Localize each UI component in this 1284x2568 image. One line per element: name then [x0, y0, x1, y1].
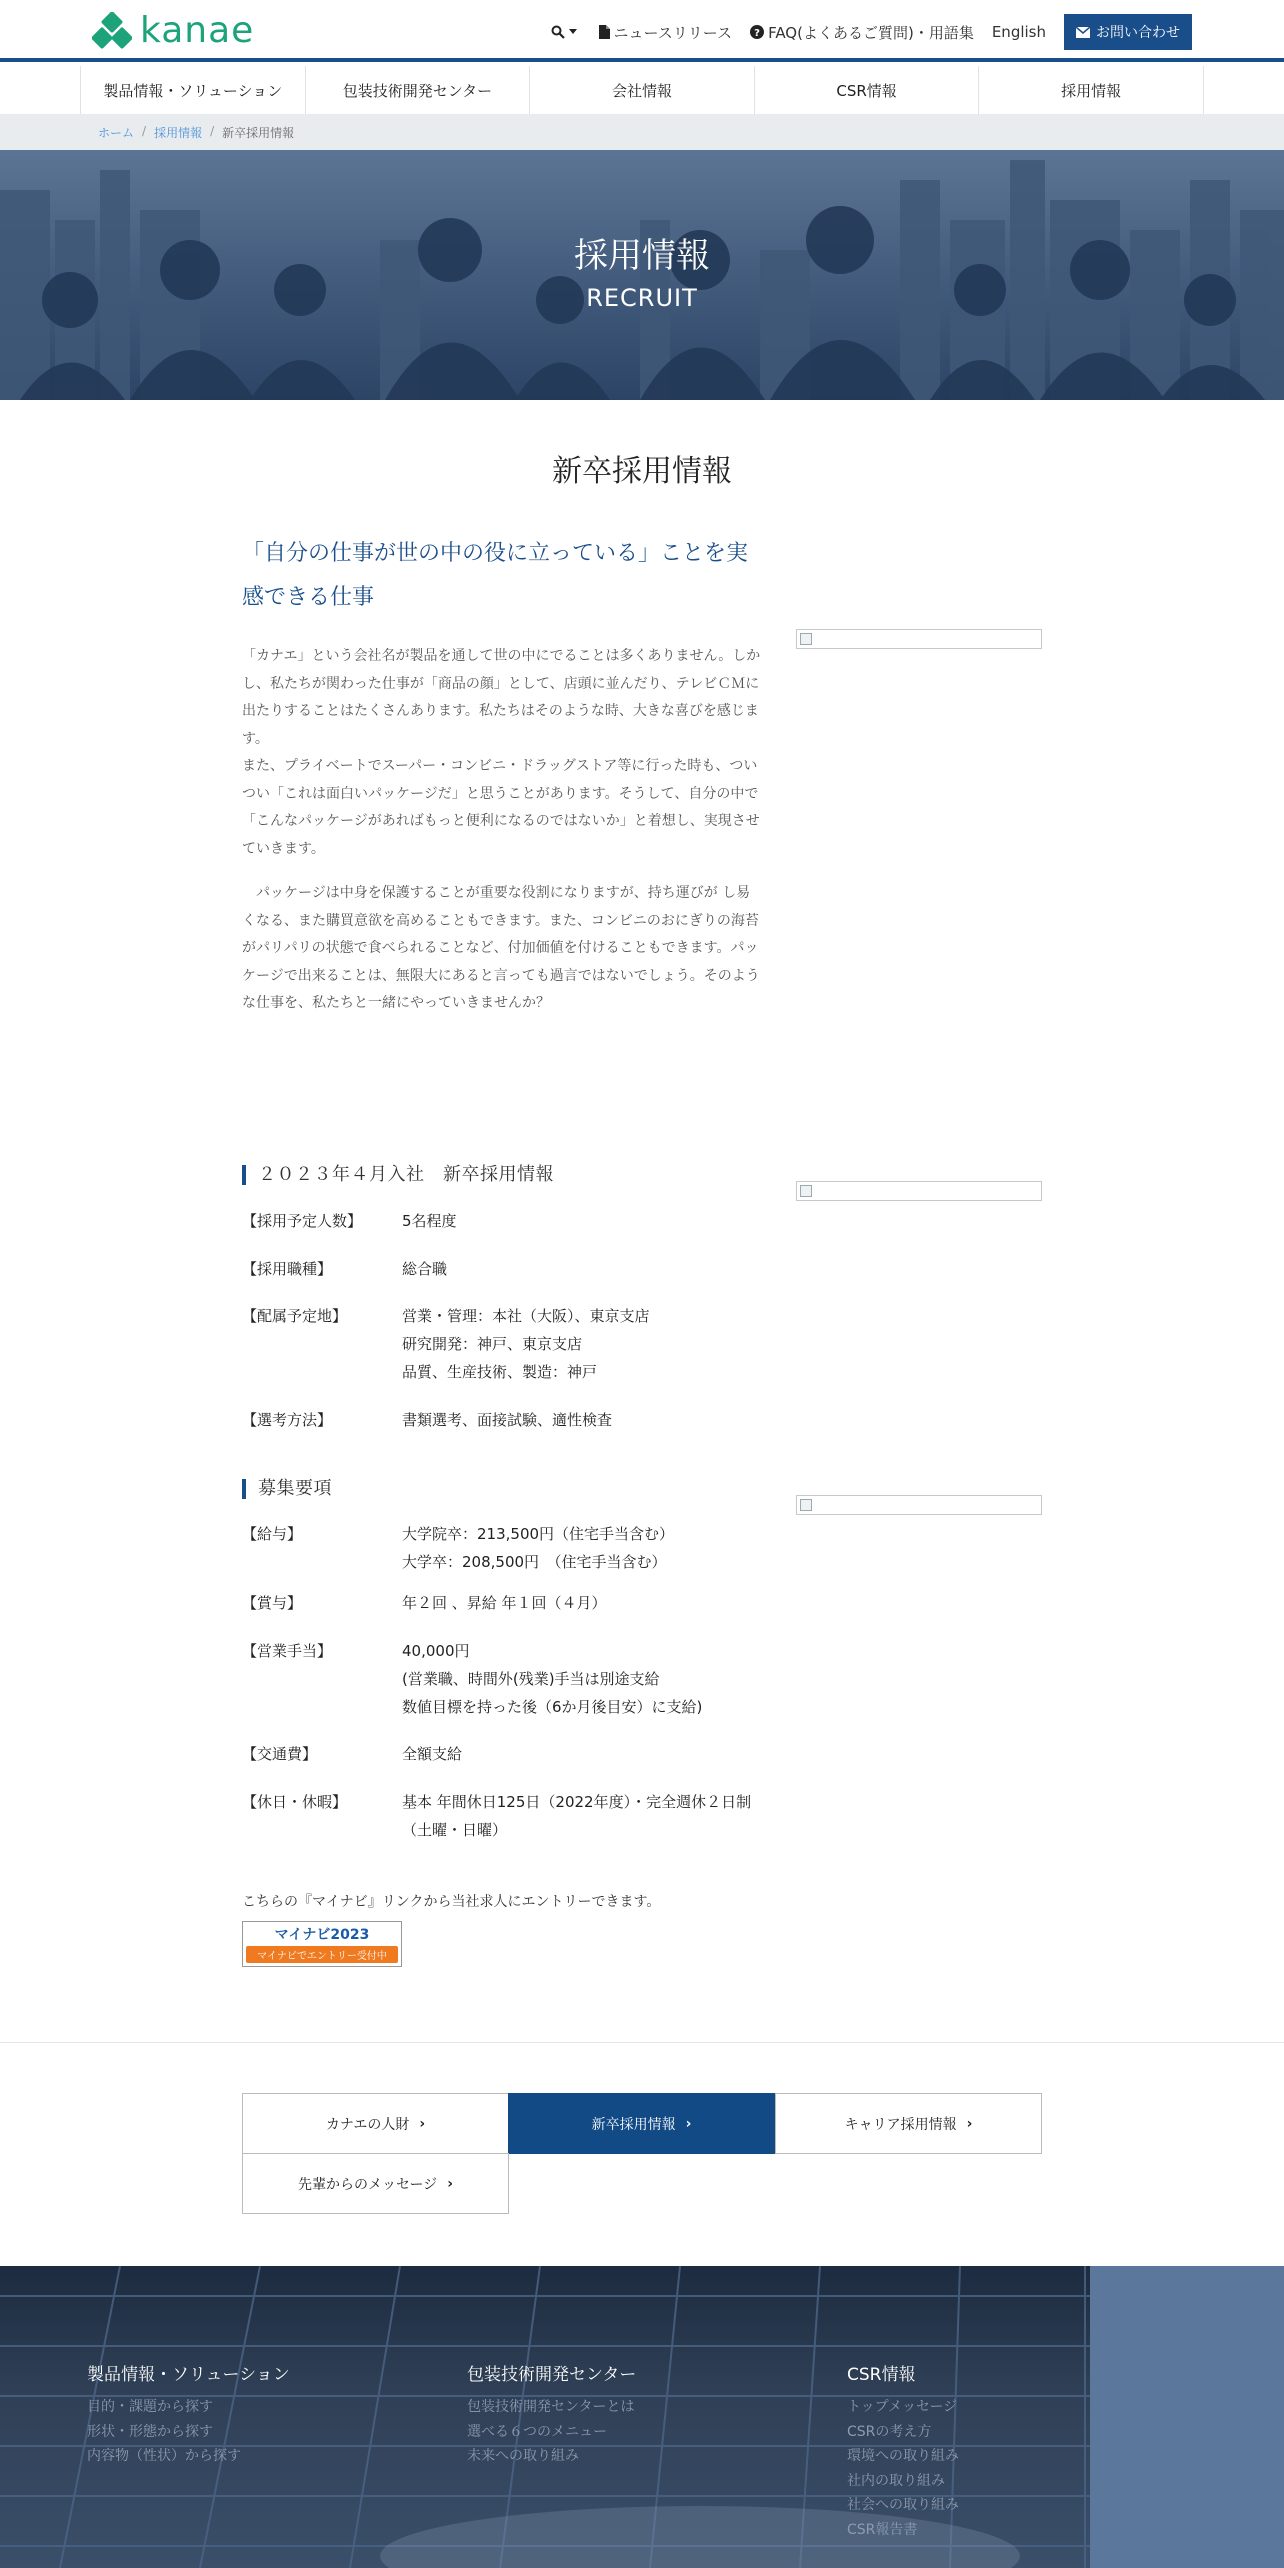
contact-button[interactable]	[1064, 14, 1192, 50]
nav-item-csr[interactable]: CSR情報	[754, 66, 979, 114]
english-label: English	[991, 23, 1046, 41]
svg-text:?: ?	[754, 28, 760, 39]
footer-column-packaging	[467, 2360, 636, 2469]
breadcrumb-home[interactable]: ホーム	[98, 126, 135, 140]
search-icon	[551, 25, 565, 39]
intro-paragraph-3: パッケージは中身を保護することが重要な役割になりますが、持ち運びが し易くなる、また購買意欲を高めることもできます。また、コンビニのおにぎりの海苔がパリパリの状態で食べられることなど、付加価値を付けることもできます。パッケージで出来ることは、無限大にあると言っても過言ではないでしょう。そのような仕事を、私たちと一緒にやっていきませんか？	[242, 885, 760, 1011]
image-placeholder-2	[796, 1181, 1042, 1201]
footer-link[interactable]: CSRの考え方	[847, 2423, 932, 2440]
logo-text: kanae	[140, 10, 255, 51]
hero-banner	[0, 150, 1284, 400]
news-release-link[interactable]	[599, 22, 733, 43]
caret-down-icon	[569, 29, 577, 35]
info-value: 営業・管理：本社（大阪）、東京支店 研究開発：神戸、東京支店 品質、生産技術、製造：神戸	[402, 1307, 650, 1381]
info-label: 【採用職種】	[242, 1260, 333, 1278]
footer-link[interactable]: 未来への取り組み	[467, 2448, 579, 2464]
info-label: 【配属予定地】	[242, 1307, 348, 1325]
subnav-label: キャリア採用情報	[844, 2116, 957, 2133]
breadcrumb-separator: /	[210, 124, 215, 138]
info-value: 大学院卒：213,500円（住宅手当含む） 大学卒：208,500円 （住宅手当含む）	[402, 1525, 675, 1571]
nav-item-products[interactable]: 製品情報・ソリューション	[80, 66, 305, 114]
breadcrumb-bar	[0, 114, 1284, 150]
footer-column-title[interactable]: 包装技術開発センター	[467, 2365, 637, 2385]
site-header	[0, 0, 1284, 62]
footer-link[interactable]: 包装技術開発センターとは	[467, 2399, 635, 2415]
contact-label: お問い合わせ	[1096, 25, 1180, 41]
footer-link[interactable]: トップメッセージ	[847, 2399, 958, 2415]
footer-column-title[interactable]: CSR情報	[847, 2365, 916, 2385]
entry-note: こちらの『マイナビ』リンクから当社求人にエントリーできます。	[242, 1894, 661, 1910]
footer-link[interactable]: 社会への取り組み	[847, 2497, 959, 2513]
chevron-right-icon: ›	[966, 2115, 973, 2132]
mynavi-logo-text: マイナビ2023	[274, 1927, 370, 1943]
subnav-label: カナエの人財	[325, 2116, 410, 2133]
chevron-right-icon: ›	[419, 2115, 426, 2132]
info-label: 【選考方法】	[242, 1411, 333, 1429]
hero-subtitle: RECRUIT	[586, 284, 698, 312]
site-logo[interactable]	[92, 12, 254, 50]
info-label: 【営業手当】	[242, 1642, 333, 1660]
envelope-icon	[1076, 27, 1090, 38]
nav-item-company[interactable]: 会社情報	[529, 66, 754, 114]
info-row	[242, 1788, 762, 1844]
question-circle-icon	[750, 25, 764, 39]
faq-link[interactable]	[750, 22, 974, 43]
section-divider	[0, 2042, 1284, 2043]
footer-link[interactable]: 選べる６つのメニュー	[467, 2423, 607, 2440]
footer-link[interactable]: CSR報告書	[847, 2521, 918, 2538]
info-row	[242, 1406, 762, 1434]
news-release-label: ニュースリリース	[613, 23, 733, 42]
info-row	[242, 1255, 762, 1283]
nav-item-packaging-center[interactable]: 包装技術開発センター	[305, 66, 530, 114]
info-label: 【休日・休暇】	[242, 1793, 348, 1811]
lead-heading: 「自分の仕事が世の中の役に立っている」ことを実感できる仕事	[242, 541, 749, 610]
intro-paragraph-2: また、プライベートでスーパー・コンビニ・ドラッグストア等に行った時も、ついつい「これは面白いパッケージだ」と思うことがあります。そうして、自分の中で「こんなパッケージがあればもっと便利になるのではないか」と着想し、実現させていきます。	[242, 758, 760, 857]
image-placeholder-1	[796, 629, 1042, 649]
footer-link[interactable]: 目的・課題から探す	[87, 2399, 213, 2415]
subnav-label: 新卒採用情報	[591, 2116, 676, 2133]
breadcrumb	[98, 124, 294, 141]
info-value: 40,000円 (営業職、時間外(残業)手当は別途支給 数値目標を持った後（6か月後目安）に支給)	[402, 1642, 703, 1716]
info-label: 【給与】	[242, 1525, 303, 1543]
footer-link[interactable]: 内容物（性状）から探す	[87, 2448, 241, 2464]
nav-item-recruit[interactable]: 採用情報	[978, 66, 1204, 114]
intro-paragraph-1: 「カナエ」という会社名が製品を通して世の中にでることは多くありません。しかし、私たちが関わった仕事が「商品の顔」として、店頭に並んだり、テレビＣＭに出たりすることはたくさんあります。私たちはそのような時、大きな喜びを感じます。	[242, 648, 761, 747]
info-label: 【採用予定人数】	[242, 1212, 363, 1230]
footer-link[interactable]: 社内の取り組み	[847, 2472, 945, 2489]
chevron-right-icon: ›	[685, 2115, 692, 2132]
info-row	[242, 1207, 762, 1235]
footer-column-products	[87, 2360, 290, 2469]
info-row	[242, 1589, 762, 1617]
info-value: 書類選考、面接試験、適性検査	[402, 1411, 613, 1429]
info-value: 総合職	[402, 1260, 448, 1278]
info-value: 年２回 、昇給 年１回（４月）	[402, 1594, 607, 1612]
info-label: 【交通費】	[242, 1745, 318, 1763]
info-row	[242, 1520, 762, 1576]
footer-column-csr	[847, 2360, 959, 2542]
subnav-people-button[interactable]	[242, 2093, 509, 2154]
breadcrumb-recruit[interactable]: 採用情報	[154, 126, 203, 140]
page-title: 新卒採用情報	[552, 454, 732, 489]
section-heading-requirements: 募集要項	[242, 1479, 332, 1499]
info-row	[242, 1740, 762, 1768]
footer-link[interactable]: 形状・形態から探す	[87, 2423, 213, 2440]
image-placeholder-3	[796, 1495, 1042, 1515]
subnav-new-grad-button[interactable]	[508, 2093, 775, 2154]
info-value: 全額支給	[402, 1745, 463, 1763]
footer-column-title[interactable]: 製品情報・ソリューション	[87, 2365, 290, 2385]
subnav-label: 先輩からのメッセージ	[298, 2176, 438, 2193]
breadcrumb-current: 新卒採用情報	[222, 126, 295, 140]
faq-label: FAQ(よくあるご質問)・用語集	[768, 23, 974, 42]
document-icon	[599, 25, 610, 39]
site-footer	[0, 2266, 1284, 2568]
info-row	[242, 1637, 762, 1721]
chevron-right-icon: ›	[447, 2175, 453, 2192]
main-navigation	[80, 66, 1204, 114]
info-row	[242, 1302, 762, 1386]
footer-link[interactable]: 環境への取り組み	[847, 2448, 959, 2464]
mynavi-entry-banner[interactable]	[242, 1921, 402, 1967]
search-toggle[interactable]	[551, 25, 581, 39]
info-label: 【賞与】	[242, 1594, 303, 1612]
info-value: 5名程度	[402, 1212, 457, 1230]
mynavi-entry-label: マイナビでエントリー受付中	[246, 1946, 398, 1963]
info-value: 基本 年間休日125日（2022年度）・完全週休２日制（土曜・日曜）	[402, 1793, 752, 1839]
english-link[interactable]	[992, 23, 1046, 41]
subnav-messages-button[interactable]	[242, 2153, 509, 2214]
top-utility-nav	[533, 14, 1192, 50]
section-heading-2023: ２０２３年４月入社 新卒採用情報	[242, 1165, 554, 1185]
hero-title: 採用情報	[574, 236, 710, 276]
breadcrumb-separator: /	[142, 124, 147, 138]
subnav-career-button[interactable]	[775, 2093, 1042, 2154]
kanae-logo-icon	[92, 12, 132, 50]
